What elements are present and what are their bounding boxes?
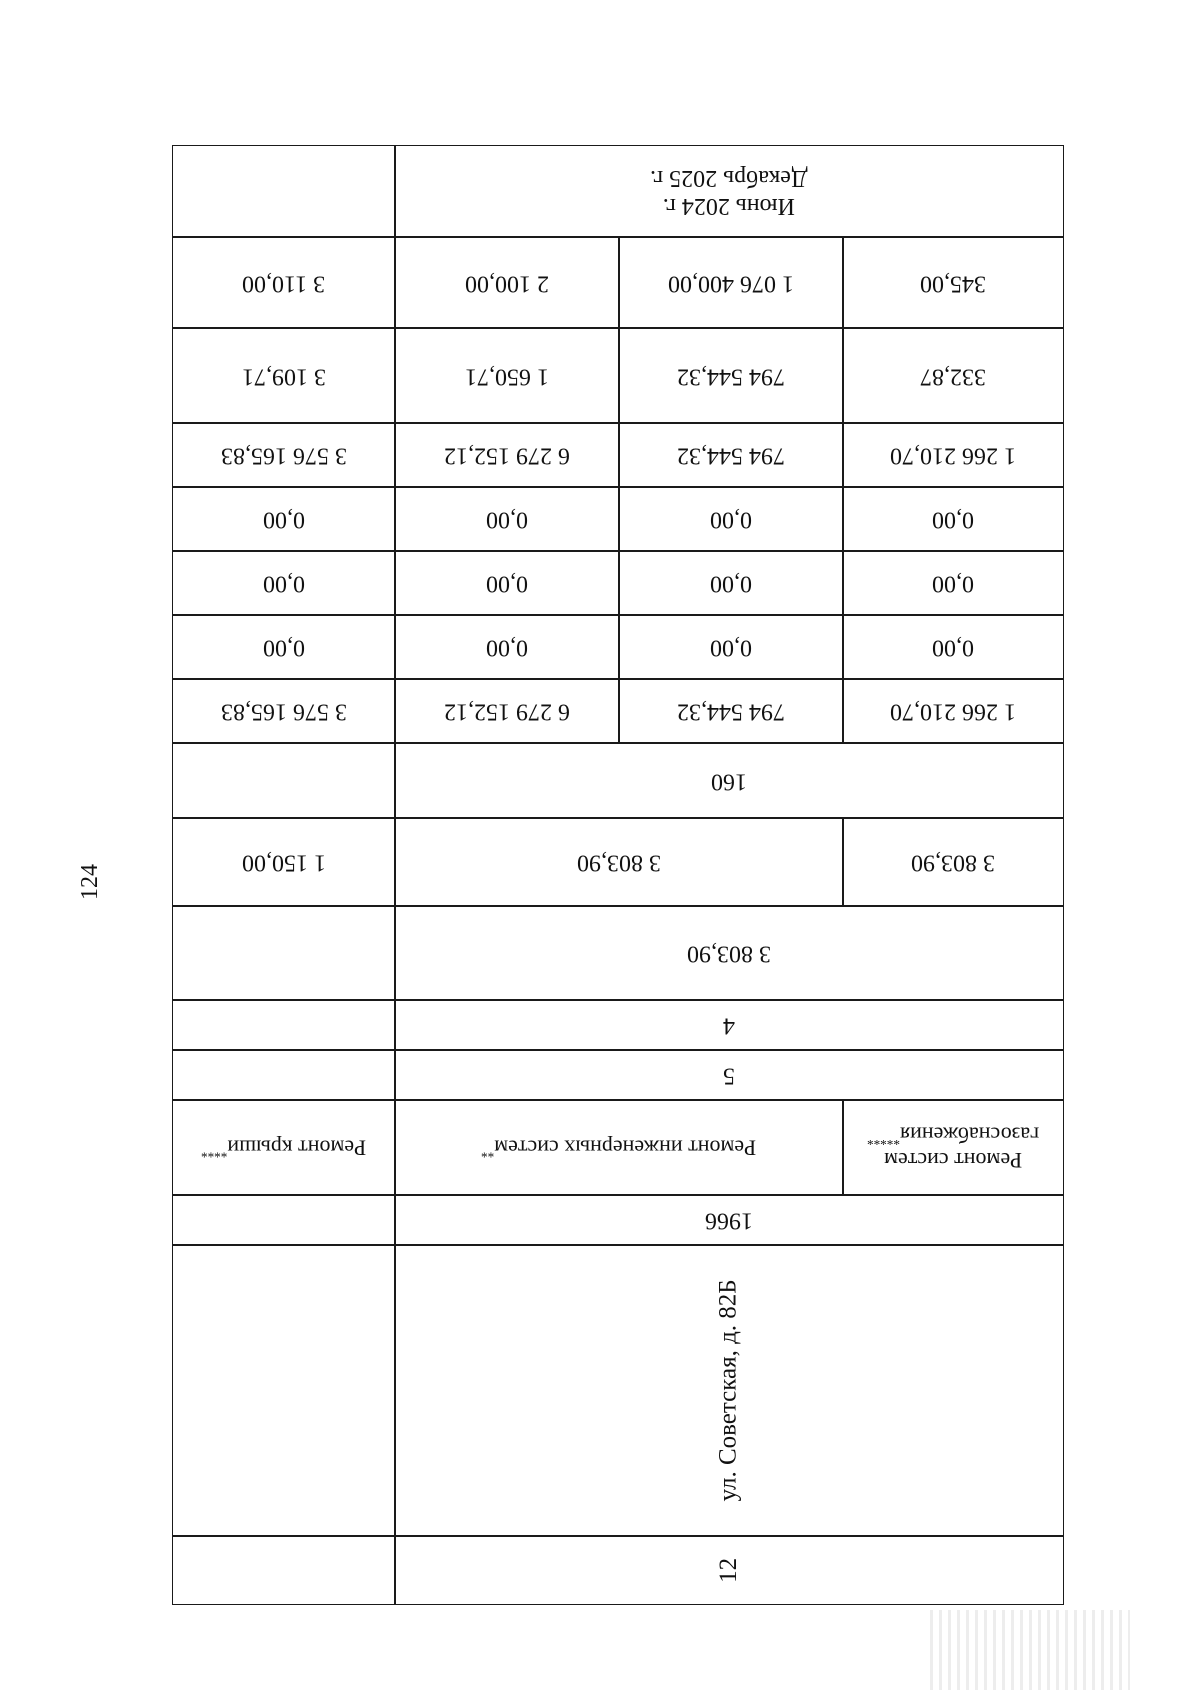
- table-cell: 0,00: [172, 614, 396, 680]
- table-cell: 1 076 400,00: [618, 236, 844, 329]
- table-cell: [172, 999, 396, 1051]
- table-cell: 6 279 152,12: [394, 422, 620, 488]
- table-cell: 0,00: [842, 486, 1064, 552]
- table-cell: 0,00: [618, 486, 844, 552]
- table-cell: 0,00: [394, 550, 620, 616]
- table-cell: 794 544,32: [618, 327, 844, 424]
- table-cell: [172, 1244, 396, 1537]
- table-cell: 160: [394, 742, 1064, 819]
- table-cell: 6 279 152,12: [394, 678, 620, 744]
- table-cell: 0,00: [618, 550, 844, 616]
- table-cell: 3 576 165,83: [172, 422, 396, 488]
- table-cell: 0,00: [842, 614, 1064, 680]
- work-type-roof: Ремонт крыши****: [172, 1099, 396, 1196]
- period-blank-cell: [172, 145, 396, 238]
- table-cell: 3 803,90: [394, 905, 1064, 1001]
- table-cell: 0,00: [394, 614, 620, 680]
- table-cell: 0,00: [172, 486, 396, 552]
- page-number: 124: [77, 864, 103, 900]
- table-cell: [172, 1049, 396, 1101]
- period-line2: Декабрь 2025 г.: [650, 165, 808, 192]
- table-cell: 2 100,00: [394, 236, 620, 329]
- table-cell: 1 266 210,70: [842, 422, 1064, 488]
- table-cell: 0,00: [842, 550, 1064, 616]
- table-cell: 794 544,32: [618, 678, 844, 744]
- table-cell: 1 150,00: [172, 817, 396, 907]
- table-cell: 3 109,71: [172, 327, 396, 424]
- table-cell: 1 650,71: [394, 327, 620, 424]
- table-cell: [172, 742, 396, 819]
- work-type-gas: Ремонт систем газоснабжения*****: [842, 1099, 1064, 1196]
- table-cell: 1 266 210,70: [842, 678, 1064, 744]
- period-cell: [394, 145, 1064, 238]
- table-cell: 0,00: [618, 614, 844, 680]
- works-table: [172, 145, 1064, 1605]
- table-cell: 345,00: [842, 236, 1064, 329]
- period-line1: Июнь 2024 г.: [662, 193, 796, 220]
- work-type-engineering: Ремонт инженерных систем**: [394, 1099, 844, 1196]
- row-number-cell: 12: [394, 1535, 1064, 1605]
- table-cell: 332,87: [842, 327, 1064, 424]
- table-cell: 4: [394, 999, 1064, 1051]
- table-cell: 3 110,00: [172, 236, 396, 329]
- table-cell: [172, 905, 396, 1001]
- table-cell: 794 544,32: [618, 422, 844, 488]
- table-cell: 0,00: [172, 550, 396, 616]
- table-cell: 5: [394, 1049, 1064, 1101]
- table-cell: [172, 1194, 396, 1246]
- table-cell: 3 803,90: [394, 817, 844, 907]
- address-cell: ул. Советская, д. 82Б: [394, 1244, 1064, 1537]
- table-cell: 1966: [394, 1194, 1064, 1246]
- table-cell: [172, 1535, 396, 1605]
- table-cell: 0,00: [394, 486, 620, 552]
- table-cell: 3 803,90: [842, 817, 1064, 907]
- table-cell: 3 576 165,83: [172, 678, 396, 744]
- scan-noise: [930, 1610, 1130, 1690]
